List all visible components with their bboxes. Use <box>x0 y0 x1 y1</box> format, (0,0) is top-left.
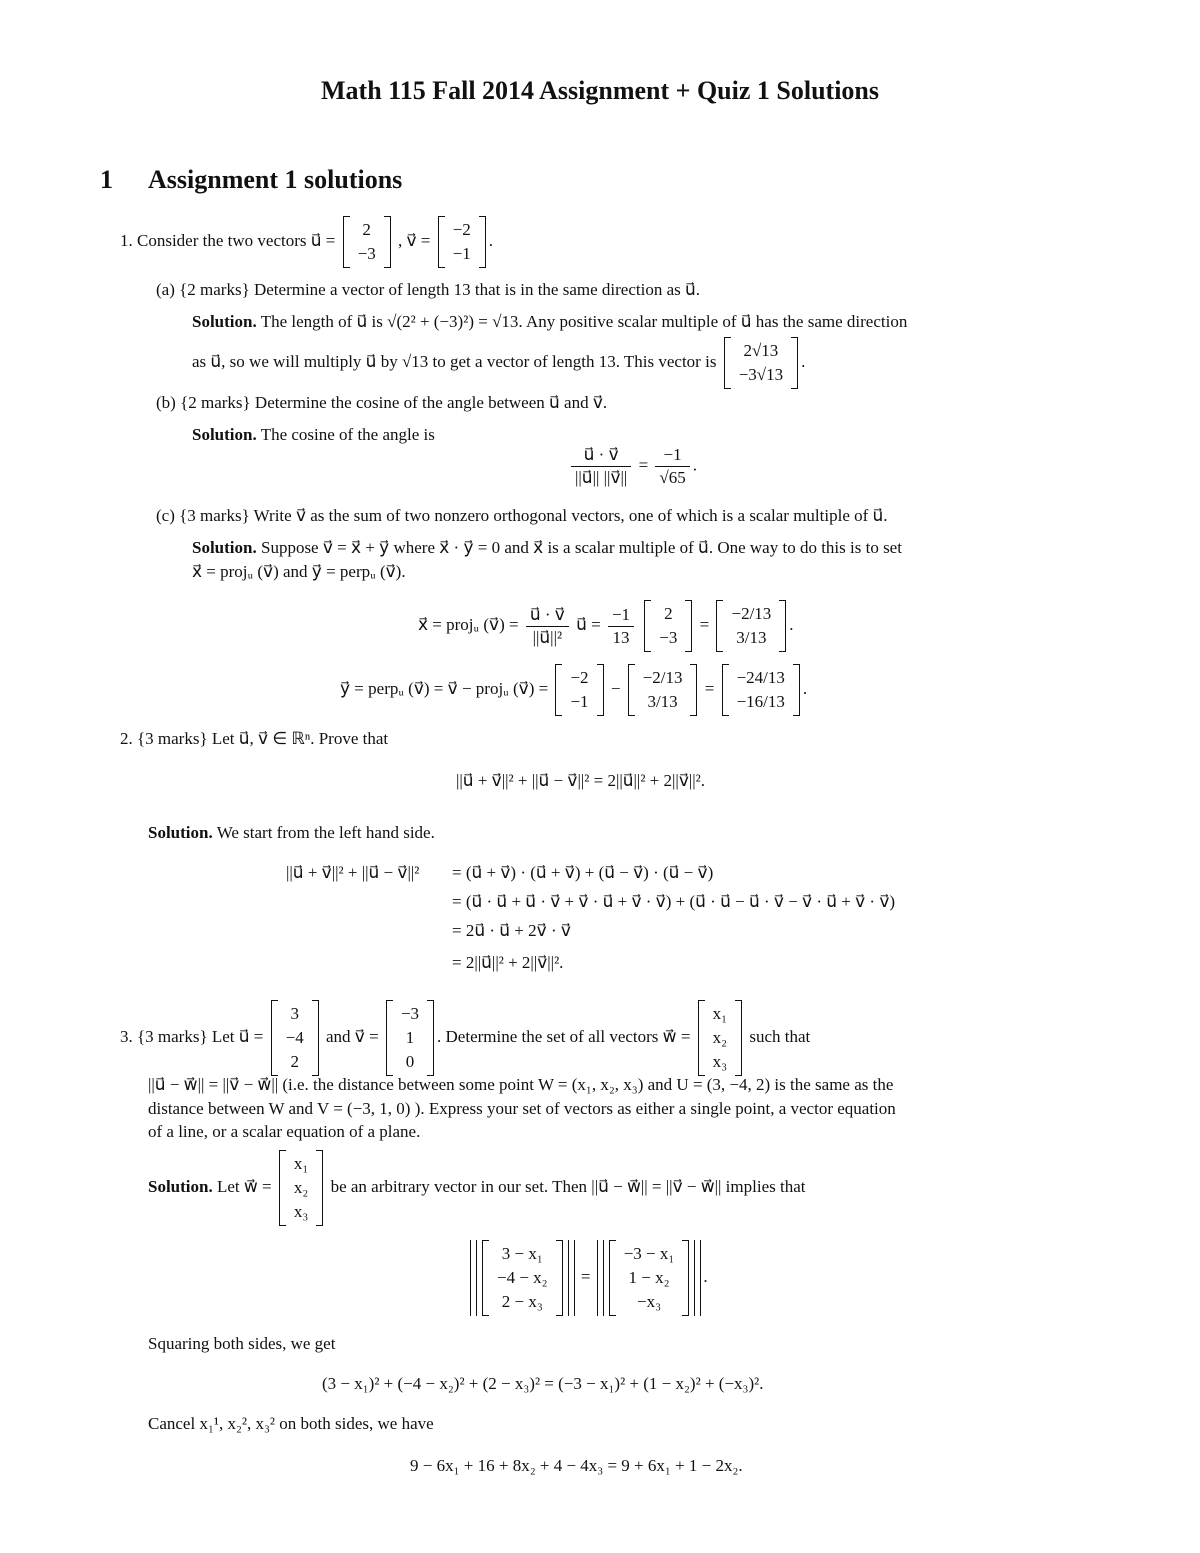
q3-solution-line: Solution. Let w⃗ = x₁ x₂ x₃ be an arbitrary vector in our set. Then ||u⃗ − w⃗|| = ||v⃗ − w⃗|| implies that <box>148 1150 805 1226</box>
q2-solution: Solution. We start from the left hand side. <box>148 823 435 842</box>
q1-sep: , v⃗ = <box>397 230 431 250</box>
q1c-solution-line2: x⃗ = projᵤ (v⃗) and y⃗ = perpᵤ (v⃗). <box>192 562 406 581</box>
section-number: 1 <box>100 165 113 194</box>
q2-derivation-step3: = 2u⃗ · u⃗ + 2v⃗ · v⃗ <box>452 921 571 940</box>
q1b-question: (b) {2 marks} Determine the cosine of the angle between u⃗ and v⃗. <box>156 393 608 412</box>
q1c-proj-equation: x⃗ = projᵤ (v⃗) = $\frac{u⃗ \cdot v⃗}{\text{||u⃗||²}}$ u⃗ = $\frac{-1}{13}$ 2 −3 = −2/13 3/13 . <box>418 600 794 652</box>
q3-final-equation: 9 − 6x₁ + 16 + 8x₂ + 4 − 4x₃ = 9 + 6x₁ + 1 − 2x₂. <box>410 1456 743 1475</box>
q1a-solution-line2: as u⃗, so we will multiply u⃗ by √13 to get a vector of length 13. This vector is 2√13 −3√13 . <box>192 337 805 389</box>
q1-intro: 1. Consider the two vectors u⃗ = <box>120 230 336 250</box>
document-title: Math 115 Fall 2014 Assignment + Quiz 1 Solutions <box>321 76 879 105</box>
q2-derivation-step4: = 2||u⃗||² + 2||v⃗||². <box>452 953 564 972</box>
q1a-result-vector: 2√13 −3√13 <box>724 337 798 389</box>
q2-identity: ||u⃗ + v⃗||² + ||u⃗ − v⃗||² = 2||u⃗||² + 2||v⃗||². <box>456 771 706 790</box>
q3-vector-w: x₁ x₂ x₃ <box>698 1000 742 1076</box>
q2-derivation-step2: = (u⃗ · u⃗ + u⃗ · v⃗ + v⃗ · u⃗ + v⃗ · v⃗) + (u⃗ · u⃗ − u⃗ · v⃗ − v⃗ · u⃗ + v⃗ · v⃗) <box>452 892 896 911</box>
q1c-question: (c) {3 marks} Write v⃗ as the sum of two nonzero orthogonal vectors, one of which is a scalar multiple of u⃗. <box>156 506 888 525</box>
q1-intro-line: 1. Consider the two vectors u⃗ = 2 −3 , v⃗ = −2 −1 . <box>120 216 493 268</box>
q3-line3: distance between W and V = (−3, 1, 0) ). Express your set of vectors as either a single point, a vector equation <box>148 1099 896 1118</box>
q3-intro-line: 3. {3 marks} Let u⃗ = 3 −4 2 and v⃗ = −3 1 0 . Determine the set of all vectors w⃗ = x₁ x₂ x₃ such that <box>120 1000 810 1076</box>
q1-vector-u: 2 −3 <box>343 216 391 268</box>
q2-question: 2. {3 marks} Let u⃗, v⃗ ∈ ℝⁿ. Prove that <box>120 729 389 748</box>
q3-solution-vector-w: x₁ x₂ x₃ <box>279 1150 323 1226</box>
q3-line4: of a line, or a scalar equation of a plane. <box>148 1122 421 1141</box>
q1a-solution-line1: Solution. The length of u⃗ is √(2² + (−3)²) = √13. Any positive scalar multiple of u⃗ has the same direction <box>192 312 908 331</box>
q1-vector-v: −2 −1 <box>438 216 486 268</box>
q3-line2: ||u⃗ − w⃗|| = ||v⃗ − w⃗|| (i.e. the distance between some point W = (x₁, x₂, x₃) and U = (3, −4, 2) is the same as the <box>148 1075 894 1094</box>
q3-squaring-text: Squaring both sides, we get <box>148 1334 336 1353</box>
q1b-cosine-equation: $\frac{u⃗ \cdot v⃗}{||u⃗|| ||v⃗||}$ = $\frac{-1}{√65}$ . <box>568 444 697 489</box>
q1a-question: (a) {2 marks} Determine a vector of length 13 that is in the same direction as u⃗. <box>156 280 701 299</box>
section-heading <box>100 165 402 195</box>
q2-derivation-lhs: ||u⃗ + v⃗||² + ||u⃗ − v⃗||² <box>286 863 420 882</box>
q3-vector-v: −3 1 0 <box>386 1000 434 1076</box>
q3-norm-equation: 3 − x₁ −4 − x₂ 2 − x₃ = −3 − x₁ 1 − x₂ −x₃ . <box>468 1240 708 1316</box>
q3-cancel-text: Cancel x₁¹, x₂², x₃² on both sides, we have <box>148 1414 434 1433</box>
section-title: Assignment 1 solutions <box>148 165 403 194</box>
q2-derivation-step1: = (u⃗ + v⃗) · (u⃗ + v⃗) + (u⃗ − v⃗) · (u⃗ − v⃗) <box>452 863 714 882</box>
q1c-perp-equation: y⃗ = perpᵤ (v⃗) = v⃗ − projᵤ (v⃗) = −2 −1 − −2/13 3/13 = −24/13 −16/13 . <box>340 664 807 716</box>
q1b-solution: Solution. The cosine of the angle is <box>192 425 435 444</box>
q3-squared-equation: (3 − x₁)² + (−4 − x₂)² + (2 − x₃)² = (−3 − x₁)² + (1 − x₂)² + (−x₃)². <box>322 1374 764 1393</box>
q1c-solution-line1: Solution. Suppose v⃗ = x⃗ + y⃗ where x⃗ · y⃗ = 0 and x⃗ is a scalar multiple of u⃗. One way to do this is to set <box>192 538 902 557</box>
q3-vector-u: 3 −4 2 <box>271 1000 319 1076</box>
